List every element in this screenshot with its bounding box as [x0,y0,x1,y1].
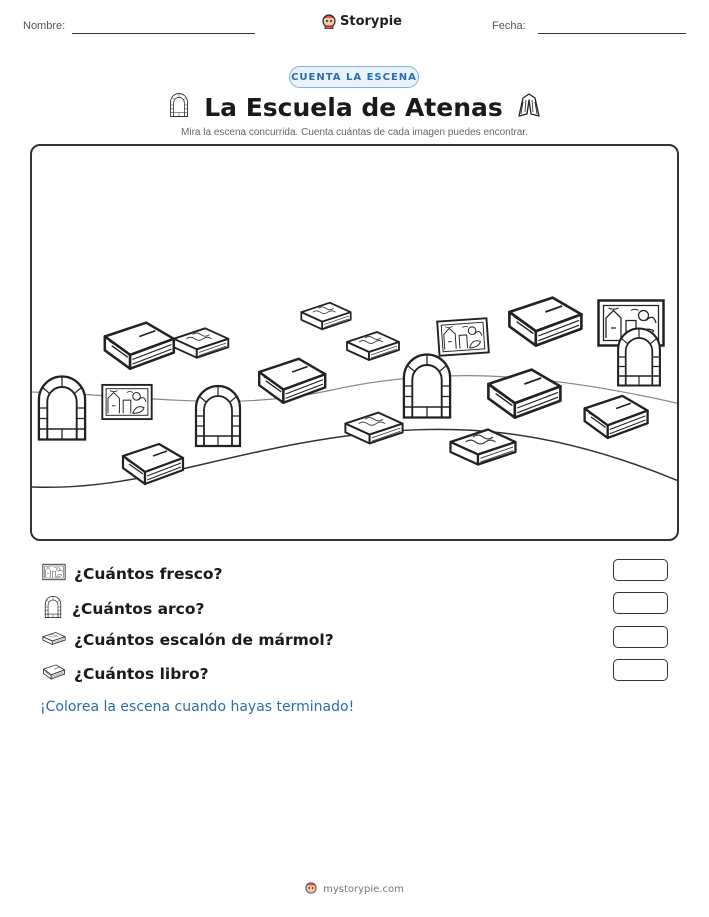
question-text: ¿Cuántos fresco? [74,565,223,583]
name-label: Nombre: [23,20,66,32]
question-marble-step [42,628,334,652]
book [123,444,183,484]
page-title: La Escuela de Atenas [204,92,503,122]
book [585,396,648,438]
arch [618,329,660,386]
arch [39,377,85,440]
name-line[interactable] [72,33,255,34]
footer [0,881,709,898]
brand-name: Storypie [340,13,402,29]
arch [196,386,240,446]
answer-box-fresco[interactable] [613,559,668,581]
question-text: ¿Cuántos arco? [72,600,205,618]
question-book [42,661,209,687]
marble-step [345,413,402,444]
fresco-icon [42,562,66,586]
date-label: Fecha: [492,20,526,32]
storypie-logo-icon [305,881,317,898]
scene-frame[interactable] [30,144,679,541]
answer-box-arch[interactable] [613,592,668,614]
marble-step-icon [42,628,66,652]
title-row [0,92,709,122]
footer-url[interactable]: mystorypie.com [323,884,404,895]
arch-icon [168,92,190,122]
coloring-note: ¡Colorea la escena cuando hayas terminado! [40,699,355,715]
answer-box-book[interactable] [613,659,668,681]
question-arch [42,595,205,623]
book-icon [42,661,66,687]
fresco [102,385,151,419]
marble-step [451,430,516,465]
instructions: Mira la escena concurrida. Cuenta cuántas de cada imagen puedes encontrar. [181,127,528,138]
answer-box-marble-step[interactable] [613,626,668,648]
arch-icon [42,595,64,623]
question-text: ¿Cuántos escalón de mármol? [74,631,334,649]
toga-icon [517,92,541,122]
marble-step [174,328,229,357]
question-fresco [42,562,223,586]
marble-step [347,332,399,360]
activity-badge: CUENTA LA ESCENA [289,66,419,88]
marble-step [301,303,350,330]
question-text: ¿Cuántos libro? [74,665,209,683]
date-line[interactable] [538,33,686,34]
fresco [437,318,489,356]
book [259,359,325,403]
book [509,298,581,346]
storypie-logo-icon [322,13,336,29]
brand-logo [322,13,402,29]
scene-illustration [32,146,679,541]
arch [404,355,450,418]
book [105,323,174,369]
